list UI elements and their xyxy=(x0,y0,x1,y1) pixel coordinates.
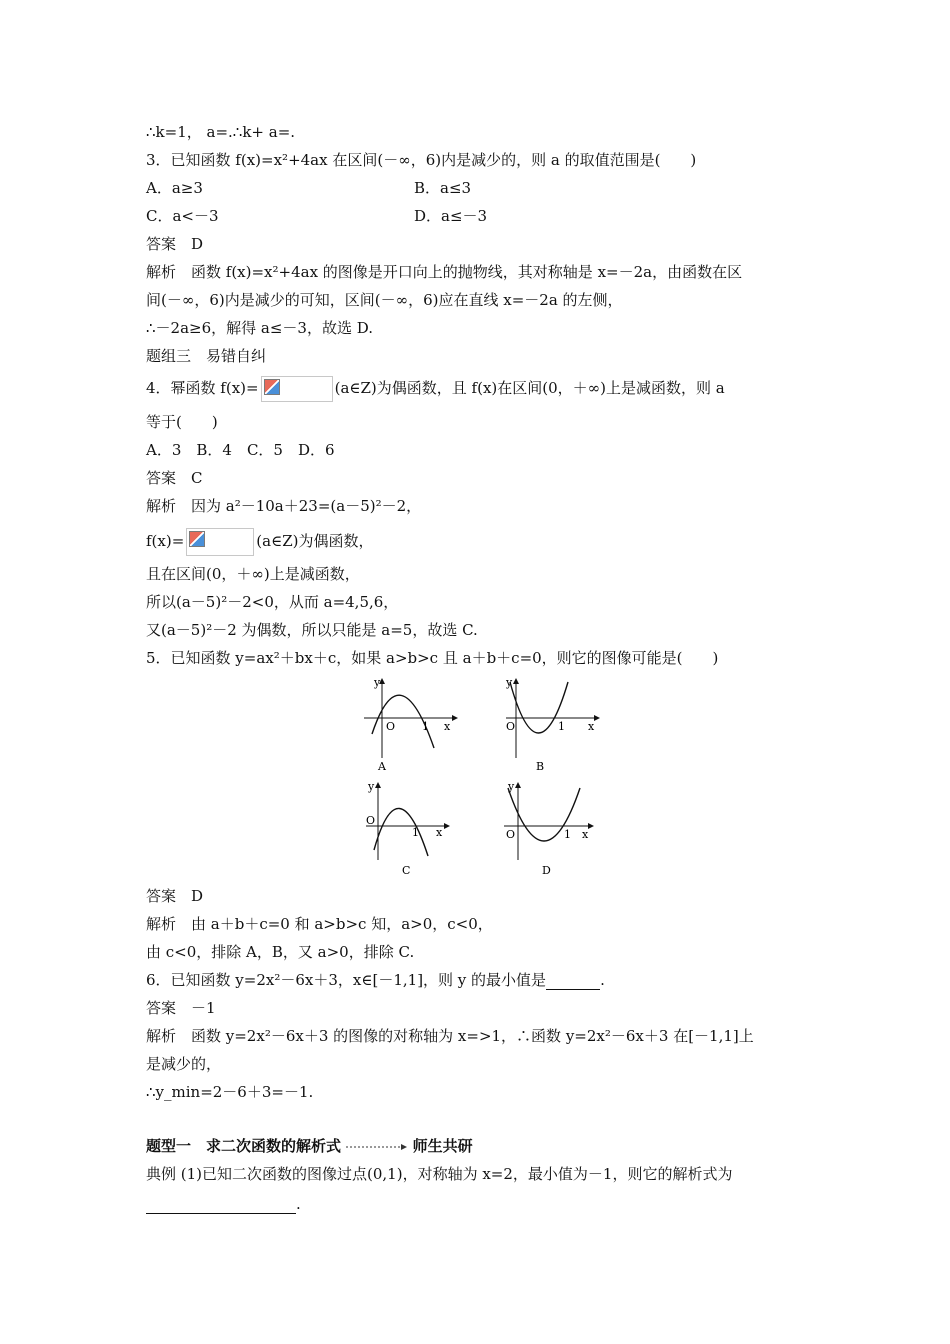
q5-solution-2: 由 c<0，排除 A，B，又 a>0，排除 C. xyxy=(146,943,415,961)
q4-solution-2 xyxy=(146,528,373,556)
graph-b-x-label: x xyxy=(588,720,595,733)
question-4 xyxy=(146,376,725,402)
graph-c-caption: C xyxy=(402,864,411,877)
type-1-heading xyxy=(146,1136,473,1156)
question-3: 3．已知函数 f(x)=x²+4ax 在区间(－∞，6)内是减少的，则 a 的取值范围是( ) xyxy=(146,151,697,169)
graph-a-origin: O xyxy=(386,720,396,733)
q3-option-a: A．a≥3 xyxy=(146,179,203,197)
graph-a-caption: A xyxy=(378,760,386,773)
graph-c xyxy=(362,780,462,880)
question-5: 5．已知函数 y=ax²＋bx＋c，如果 a>b>c 且 a＋b＋c=0，则它的图像可能是( ) xyxy=(146,649,719,667)
graph-b xyxy=(502,676,602,776)
q3-solution-2: 间(－∞，6)内是减少的可知，区间(－∞，6)应在直线 x=－2a 的左侧， xyxy=(146,291,623,309)
graph-d-one: 1 xyxy=(564,828,571,841)
q6-post: . xyxy=(600,971,605,989)
q5-answer: 答案 D xyxy=(146,887,204,905)
graph-d-origin: O xyxy=(506,828,516,841)
line-1: ∴k=1， a=.∴k+ a=. xyxy=(146,123,296,141)
q4-options: A．3 B．4 C．5 D．6 xyxy=(146,441,335,459)
graph-b-one: 1 xyxy=(558,720,565,733)
graph-a xyxy=(360,676,460,776)
q5-solution-1: 解析 由 a＋b＋c=0 和 a>b>c 知，a>0，c<0， xyxy=(146,915,493,933)
dotted-arrow-icon xyxy=(346,1142,408,1152)
q3-answer: 答案 D xyxy=(146,235,204,253)
q6-blank xyxy=(546,973,600,990)
graph-c-origin: O xyxy=(366,814,376,827)
group-3-heading: 题组三 易错自纠 xyxy=(146,347,267,365)
ex1-end: . xyxy=(296,1195,301,1213)
q3-solution-1: 解析 函数 f(x)=x²+4ax 的图像是开口向上的抛物线，其对称轴是 x=－2a，由函数在区 xyxy=(146,263,743,281)
q4-pre: 4．幂函数 f(x)= xyxy=(146,379,259,397)
q4-sol2-post: (a∈Z)为偶函数， xyxy=(256,532,374,550)
q6-solution-3: ∴y_min=2－6＋3=－1. xyxy=(146,1083,314,1101)
graph-a-y-label: y xyxy=(374,676,381,689)
graph-a-one: 1 xyxy=(422,720,429,733)
question-6 xyxy=(146,970,605,990)
graph-c-one: 1 xyxy=(412,826,419,839)
q4-sol2-pre: f(x)= xyxy=(146,532,185,550)
broken-image-icon xyxy=(264,379,280,395)
q6-solution-1: 解析 函数 y=2x²－6x＋3 的图像的对称轴为 x=>1，∴函数 y=2x²－6x＋3 在[－1,1]上 xyxy=(146,1027,754,1045)
graph-d xyxy=(500,780,600,880)
q3-option-b: B．a≤3 xyxy=(414,179,472,197)
formula-image xyxy=(186,528,254,556)
q4-answer: 答案 C xyxy=(146,469,203,487)
q4-solution-4: 所以(a－5)²－2<0，从而 a=4,5,6， xyxy=(146,593,399,611)
graph-b-caption: B xyxy=(536,760,545,773)
q6-answer: 答案 －1 xyxy=(146,999,216,1017)
type-1-tag: 师生共研 xyxy=(412,1137,473,1155)
q4-post: (a∈Z)为偶函数，且 f(x)在区间(0，＋∞)上是减函数，则 a xyxy=(334,379,725,397)
graph-c-x-label: x xyxy=(436,826,443,839)
graph-d-caption: D xyxy=(542,864,551,877)
q4-solution-3: 且在区间(0，＋∞)上是减函数， xyxy=(146,565,360,583)
q4-solution-1: 解析 因为 a²－10a＋23=(a－5)²－2， xyxy=(146,497,422,515)
graph-b-origin: O xyxy=(506,720,516,733)
q3-option-d: D．a≤－3 xyxy=(414,207,488,225)
type-1-title: 题型一 求二次函数的解析式 xyxy=(146,1137,342,1155)
graph-c-y-label: y xyxy=(368,780,375,793)
example-1: 典例 (1)已知二次函数的图像过点(0,1)，对称轴为 x=2，最小值为－1，则它的解析式为 xyxy=(146,1165,733,1183)
broken-image-icon xyxy=(189,531,205,547)
q3-solution-3: ∴－2a≥6，解得 a≤－3，故选 D. xyxy=(146,319,373,337)
example-1-blank-line xyxy=(146,1194,301,1214)
q6-solution-2: 是减少的， xyxy=(146,1055,222,1073)
q4-line-2: 等于( ) xyxy=(146,413,218,431)
graph-d-x-label: x xyxy=(582,828,589,841)
q6-pre: 6．已知函数 y=2x²－6x＋3，x∈[－1,1]，则 y 的最小值是 xyxy=(146,971,547,989)
q4-solution-5: 又(a－5)²－2 为偶数，所以只能是 a=5，故选 C. xyxy=(146,621,478,639)
graph-d-y-label: y xyxy=(508,780,515,793)
ex1-blank xyxy=(146,1199,296,1214)
graph-b-y-label: y xyxy=(506,676,513,689)
graph-a-x-label: x xyxy=(444,720,451,733)
formula-image xyxy=(261,376,333,402)
q3-option-c: C．a<－3 xyxy=(146,207,219,225)
